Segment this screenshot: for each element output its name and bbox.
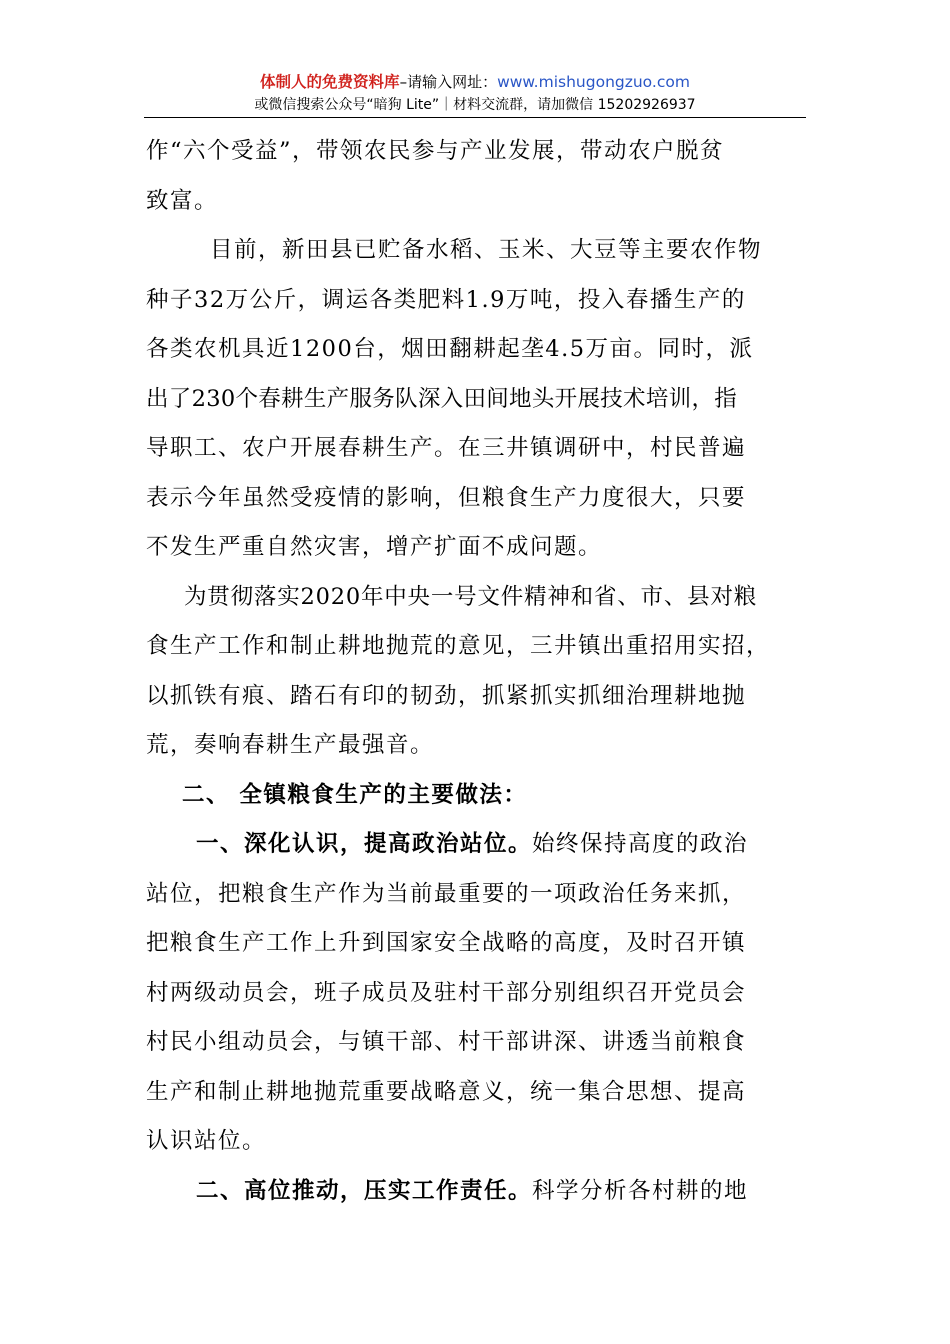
text-line: 致富。 — [146, 187, 219, 214]
text-line: 不发生严重自然灾害，增产扩面不成问题。 — [146, 534, 603, 560]
text-line: 生产和制止耕地抛荒重要战略意义，统一集合思想、提高 — [146, 1078, 747, 1105]
header-divider — [144, 117, 806, 118]
text-line: 村民小组动员会，与镇干部、村干部讲深、讲透当前粮食 — [146, 1029, 747, 1055]
text-line: 作“六个受益”，带领农民参与产业发展，带动农户脱贫 — [146, 138, 725, 164]
text-line: 村两级动员会，班子成员及驻村干部分别组织召开党员会 — [146, 979, 747, 1006]
point-2-title: 二、高位推动，压实工作责任。 — [196, 1177, 533, 1204]
header-brand: 体制人的免费资料库 — [260, 73, 400, 91]
header-line-1 — [144, 70, 806, 94]
page-header — [144, 70, 806, 116]
point-2-first-line — [146, 1167, 808, 1217]
text-line: 把粮食生产工作上升到国家安全战略的高度，及时召开镇 — [146, 930, 747, 956]
text-line: 以抓铁有痕、踏石有印的韧劲，抓紧抓实抓细治理耕地抛 — [146, 682, 747, 709]
header-url-link[interactable]: www.mishugongzuo.com — [497, 73, 690, 91]
document-body — [146, 127, 808, 1216]
text-line: 认识站位。 — [146, 1128, 267, 1154]
text-line: 为贯彻落实2020年中央一号文件精神和省、市、县对粮 — [184, 583, 758, 610]
text-line: 种子32万公斤，调运各类肥料1.9万吨，投入春播生产的 — [146, 286, 746, 313]
header-line-2: 或微信搜索公众号“暗狗 Lite”｜材料交流群，请加微信 15202926937 — [254, 97, 696, 113]
section-heading: 二、 全镇粮食生产的主要做法： — [182, 781, 528, 808]
point-1-first-line — [146, 820, 808, 870]
text-line: 各类农机具近1200台，烟田翻耕起垄4.5万亩。同时，派 — [146, 336, 754, 362]
point-1-title: 一、深化认识，提高政治站位。 — [196, 831, 533, 857]
text-line: 目前，新田县已贮备水稻、玉米、大豆等主要农作物 — [210, 237, 763, 263]
text-line: 出了230个春耕生产服务队深入田间地头开展技术培训，指 — [146, 385, 738, 412]
text-line: 导职工、农户开展春耕生产。在三井镇调研中，村民普遍 — [146, 435, 747, 461]
text-line: 站位，把粮食生产作为当前最重要的一项政治任务来抓， — [146, 880, 747, 907]
point-1-text: 始终保持高度的政治 — [532, 831, 749, 857]
text-line: 荒，奏响春耕生产最强音。 — [146, 732, 435, 758]
text-line: 食生产工作和制止耕地抛荒的意见，三井镇出重招用实招， — [146, 633, 771, 659]
text-line: 表示今年虽然受疫情的影响，但粮食生产力度很大，只要 — [146, 484, 747, 511]
header-prompt: –请输入网址： — [399, 73, 498, 91]
point-2-text: 科学分析各村耕的地 — [532, 1177, 749, 1204]
